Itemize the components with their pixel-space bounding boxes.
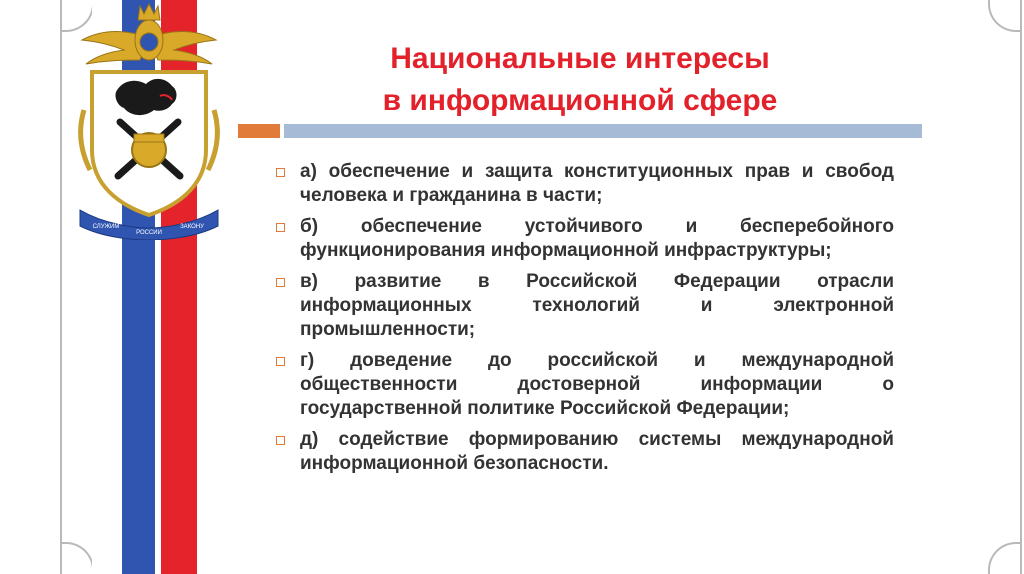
list-item-text: г) доведение до российской и международной общественности достоверной информации о государственной политике Российской Федерации;: [300, 350, 894, 419]
title-divider-accent: [238, 124, 280, 138]
title-divider-bar: [284, 124, 922, 138]
square-bullet-icon: [276, 357, 285, 366]
ribbon-word-2: РОССИИ: [136, 230, 162, 236]
square-bullet-icon: [276, 168, 285, 177]
list-item-text: а) обеспечение и защита конституционных прав и свобод человека и гражданина в части;: [300, 161, 894, 206]
ribbon-word-1: СЛУЖИМ: [92, 224, 120, 230]
police-emblem-icon: [74, 0, 224, 240]
title-line-1: Национальные интересы: [390, 42, 770, 75]
list-item: [276, 349, 894, 421]
frame-corner-bottom-right: [988, 542, 1020, 574]
square-bullet-icon: [276, 436, 285, 445]
frame-corner-bottom-left: [62, 542, 94, 574]
list-item: [276, 160, 894, 208]
list-item-text: в) развитие в Российской Федерации отрасли информационных технологий и электронной промышленности;: [300, 271, 894, 340]
list-item-text: д) содействие формированию системы международной информационной безопасности.: [300, 429, 894, 474]
slide-title: [300, 38, 860, 122]
square-bullet-icon: [276, 278, 285, 287]
list-item: [276, 215, 894, 263]
interests-list: [276, 160, 894, 483]
square-bullet-icon: [276, 223, 285, 232]
title-line-2: в информационной сфере: [382, 84, 778, 117]
list-item: [276, 270, 894, 342]
ribbon-word-3: ЗАКОНУ: [180, 224, 204, 230]
list-item-text: б) обеспечение устойчивого и бесперебойного функционирования информационной инфраструктуры;: [300, 216, 894, 261]
frame-corner-top-right: [988, 0, 1020, 32]
list-item: [276, 428, 894, 476]
